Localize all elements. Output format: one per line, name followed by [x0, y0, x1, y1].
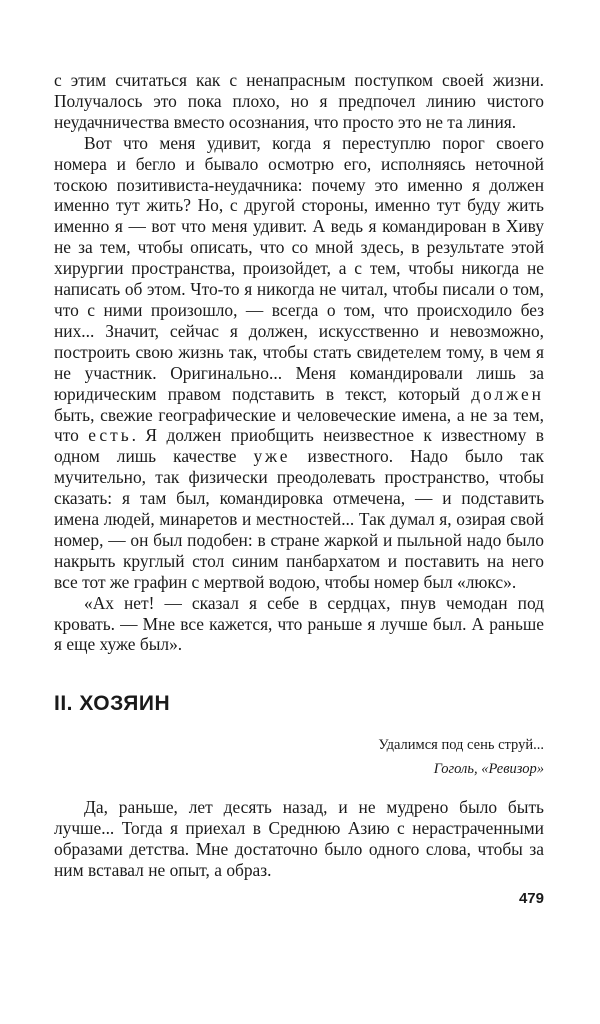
paragraph-text: быть, свежие географические и человеческие имена, а не за тем, что: [54, 404, 544, 446]
paragraph-continuation: с этим считаться как с ненапрасным поступком своей жизни. Получалось это пока плохо, но я предпочел линию чистого неудачничества вместо осознания, что просто это не та линия.: [54, 70, 544, 132]
book-page: [54, 70, 544, 881]
emphasis-word: есть: [88, 425, 132, 446]
paragraph-quote: «Ах нет! — сказал я себе в сердцах, пнув чемодан под кровать. — Мне все кажется, что раньше я лучше был. А раньше я еще хуже был».: [54, 592, 544, 655]
paragraph-text: Вот что меня удивит, когда я переступлю порог своего номера и бегло и бывало осмотрю его, исполняясь неточной тоскою позитивиста-неудачника: почему это именно я должен именно тут жить? Но, с другой стороны, именно тут буду жить именно я — вот что меня удивит. А ведь я командирован в Хиву не за тем, чтобы описать, что со мной здесь, в результате этой хирургии пространства, произойдет, а с тем, чтобы никогда не написать об этом. Что-то я никогда не читал, чтобы писали о том, что с ними произошло, — всегда о том, что происходило без них... Значит, сейчас я должен, искусственно и невозможно, построить свою жизнь так, чтобы стать свидетелем тому, в чем я не участник. Оригинально... Меня командировали лишь за юридическим правом подставить в текст, который: [54, 132, 544, 404]
emphasis-word: уже: [253, 446, 291, 467]
page-number: 479: [518, 890, 544, 907]
epigraph: [54, 733, 544, 781]
epigraph-quote: Удалимся под сень струй...: [378, 737, 544, 754]
chapter-heading: II. ХОЗЯИН: [54, 692, 171, 716]
epigraph-source: Гоголь, «Ревизор»: [433, 761, 544, 778]
emphasis-word: должен: [471, 383, 544, 404]
paragraph-hotel-room: [54, 133, 544, 593]
paragraph-text: . Я должен приобщить неизвестное к известному в одном лишь качестве: [54, 425, 544, 467]
paragraph-text: известного. Надо было так мучительно, так физически преодолевать пространство, чтобы сказать: я там был, командировка отмечена, — и подставить имена людей, минаретов и местностей... Так думал я, озирая свой номер, — он был подобен: в стране жаркой и пыльной надо было накрыть круглый стол синим панбархатом и поставить на него все тот же графин с мертвой водою, чтобы номер был «люкс».: [54, 446, 544, 592]
paragraph-chapter-start: Да, раньше, лет десять назад, и не мудрено было быть лучше... Тогда я приехал в Среднюю Азию с нерастраченными образами детства. Мне достаточно было одного слова, чтобы за ним вставал не опыт, а образ.: [54, 797, 544, 881]
